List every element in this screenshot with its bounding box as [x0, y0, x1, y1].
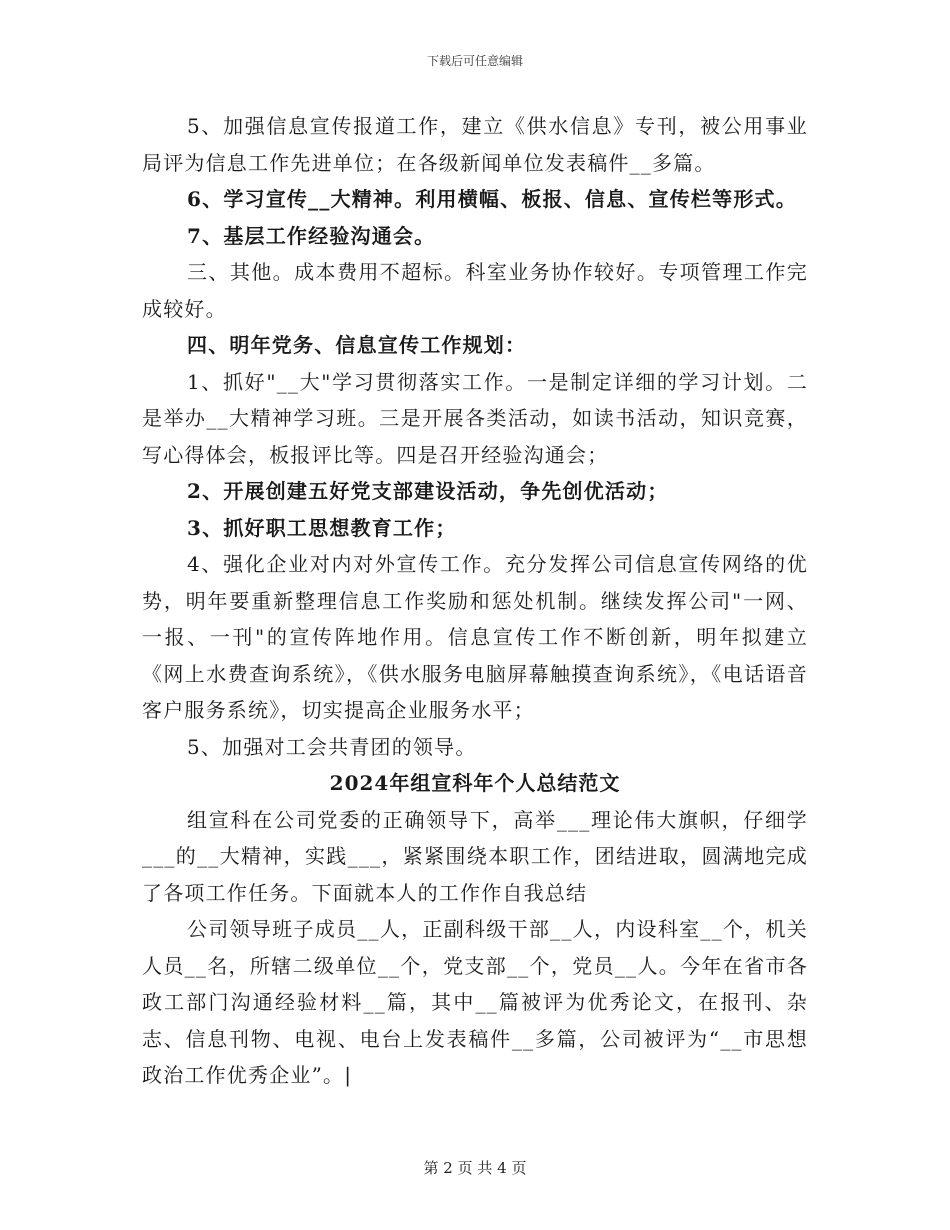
paragraph-plan-heading: 四、明年党务、信息宣传工作规划：	[187, 333, 527, 357]
paragraph-plan-1: 1、抓好"__大"学习贯彻落实工作。一是制定详细的学习计划。二是举办__大精神学习班。三是开展各类活动，如读书活动，知识竞赛，写心得体会，板报评比等。四是召开经验沟通会；	[142, 369, 808, 467]
paragraph-summary-intro: 组宣科在公司党委的正确领导下，高举___理论伟大旗帜，仔细学___的__大精神，实践___，紧紧围绕本职工作，团结进取，圆满地完成了各项工作任务。下面就本人的工作作自我总结	[142, 807, 808, 905]
paragraph-item6-study: 6、学习宣传__大精神。利用横幅、板报、信息、宣传栏等形式。	[187, 187, 797, 211]
page-footer: 第 2 页 共 4 页	[423, 1159, 527, 1177]
paragraph-plan-3: 3、抓好职工思想教育工作；	[187, 515, 457, 540]
page-header: 下载后可任意编辑	[426, 54, 523, 68]
paragraph-plan-4: 4、强化企业对内对外宣传工作。充分发挥公司信息宣传网络的优势，明年要重新整理信息工作奖励和惩处机制。继续发挥公司"一网、一报、一刊"的宣传阵地作用。信息宣传工作不断创新，明年拟建立《网上水费查询系统》，《供水服务电脑屏幕触摸查询系统》，《电话语音客户服务系统》，切实提高企业服务水平；	[142, 552, 808, 722]
paragraph-plan-5: 5、加强对工会共青团的领导。	[187, 734, 477, 759]
paragraph-other: 三、其他。成本费用不超标。科室业务协作较好。专项管理工作完成较好。	[142, 260, 808, 321]
paragraph-item7-meeting: 7、基层工作经验沟通会。	[187, 223, 436, 248]
document-body	[142, 108, 808, 1094]
paragraph-item5-publicity: 5、加强信息宣传报道工作，建立《供水信息》专刊，被公用事业局评为信息工作先进单位；在各级新闻单位发表稿件__多篇。	[142, 114, 808, 175]
paragraph-summary-stats: 公司领导班子成员__人，正副科级干部__人，内设科室__个，机关人员__名，所辖二级单位__个，党支部__个，党员__人。今年在省市各政工部门沟通经验材料__篇，其中__篇被评为优秀论文，在报刊、杂志、信息刊物、电视、电台上发表稿件__多篇，公司被评为“__市思想政治工作优秀企业”。|	[142, 917, 808, 1087]
paragraph-plan-2: 2、开展创建五好党支部建设活动，争先创优活动；	[187, 479, 669, 503]
section-title: 2024年组宣科年个人总结范文	[329, 771, 621, 795]
